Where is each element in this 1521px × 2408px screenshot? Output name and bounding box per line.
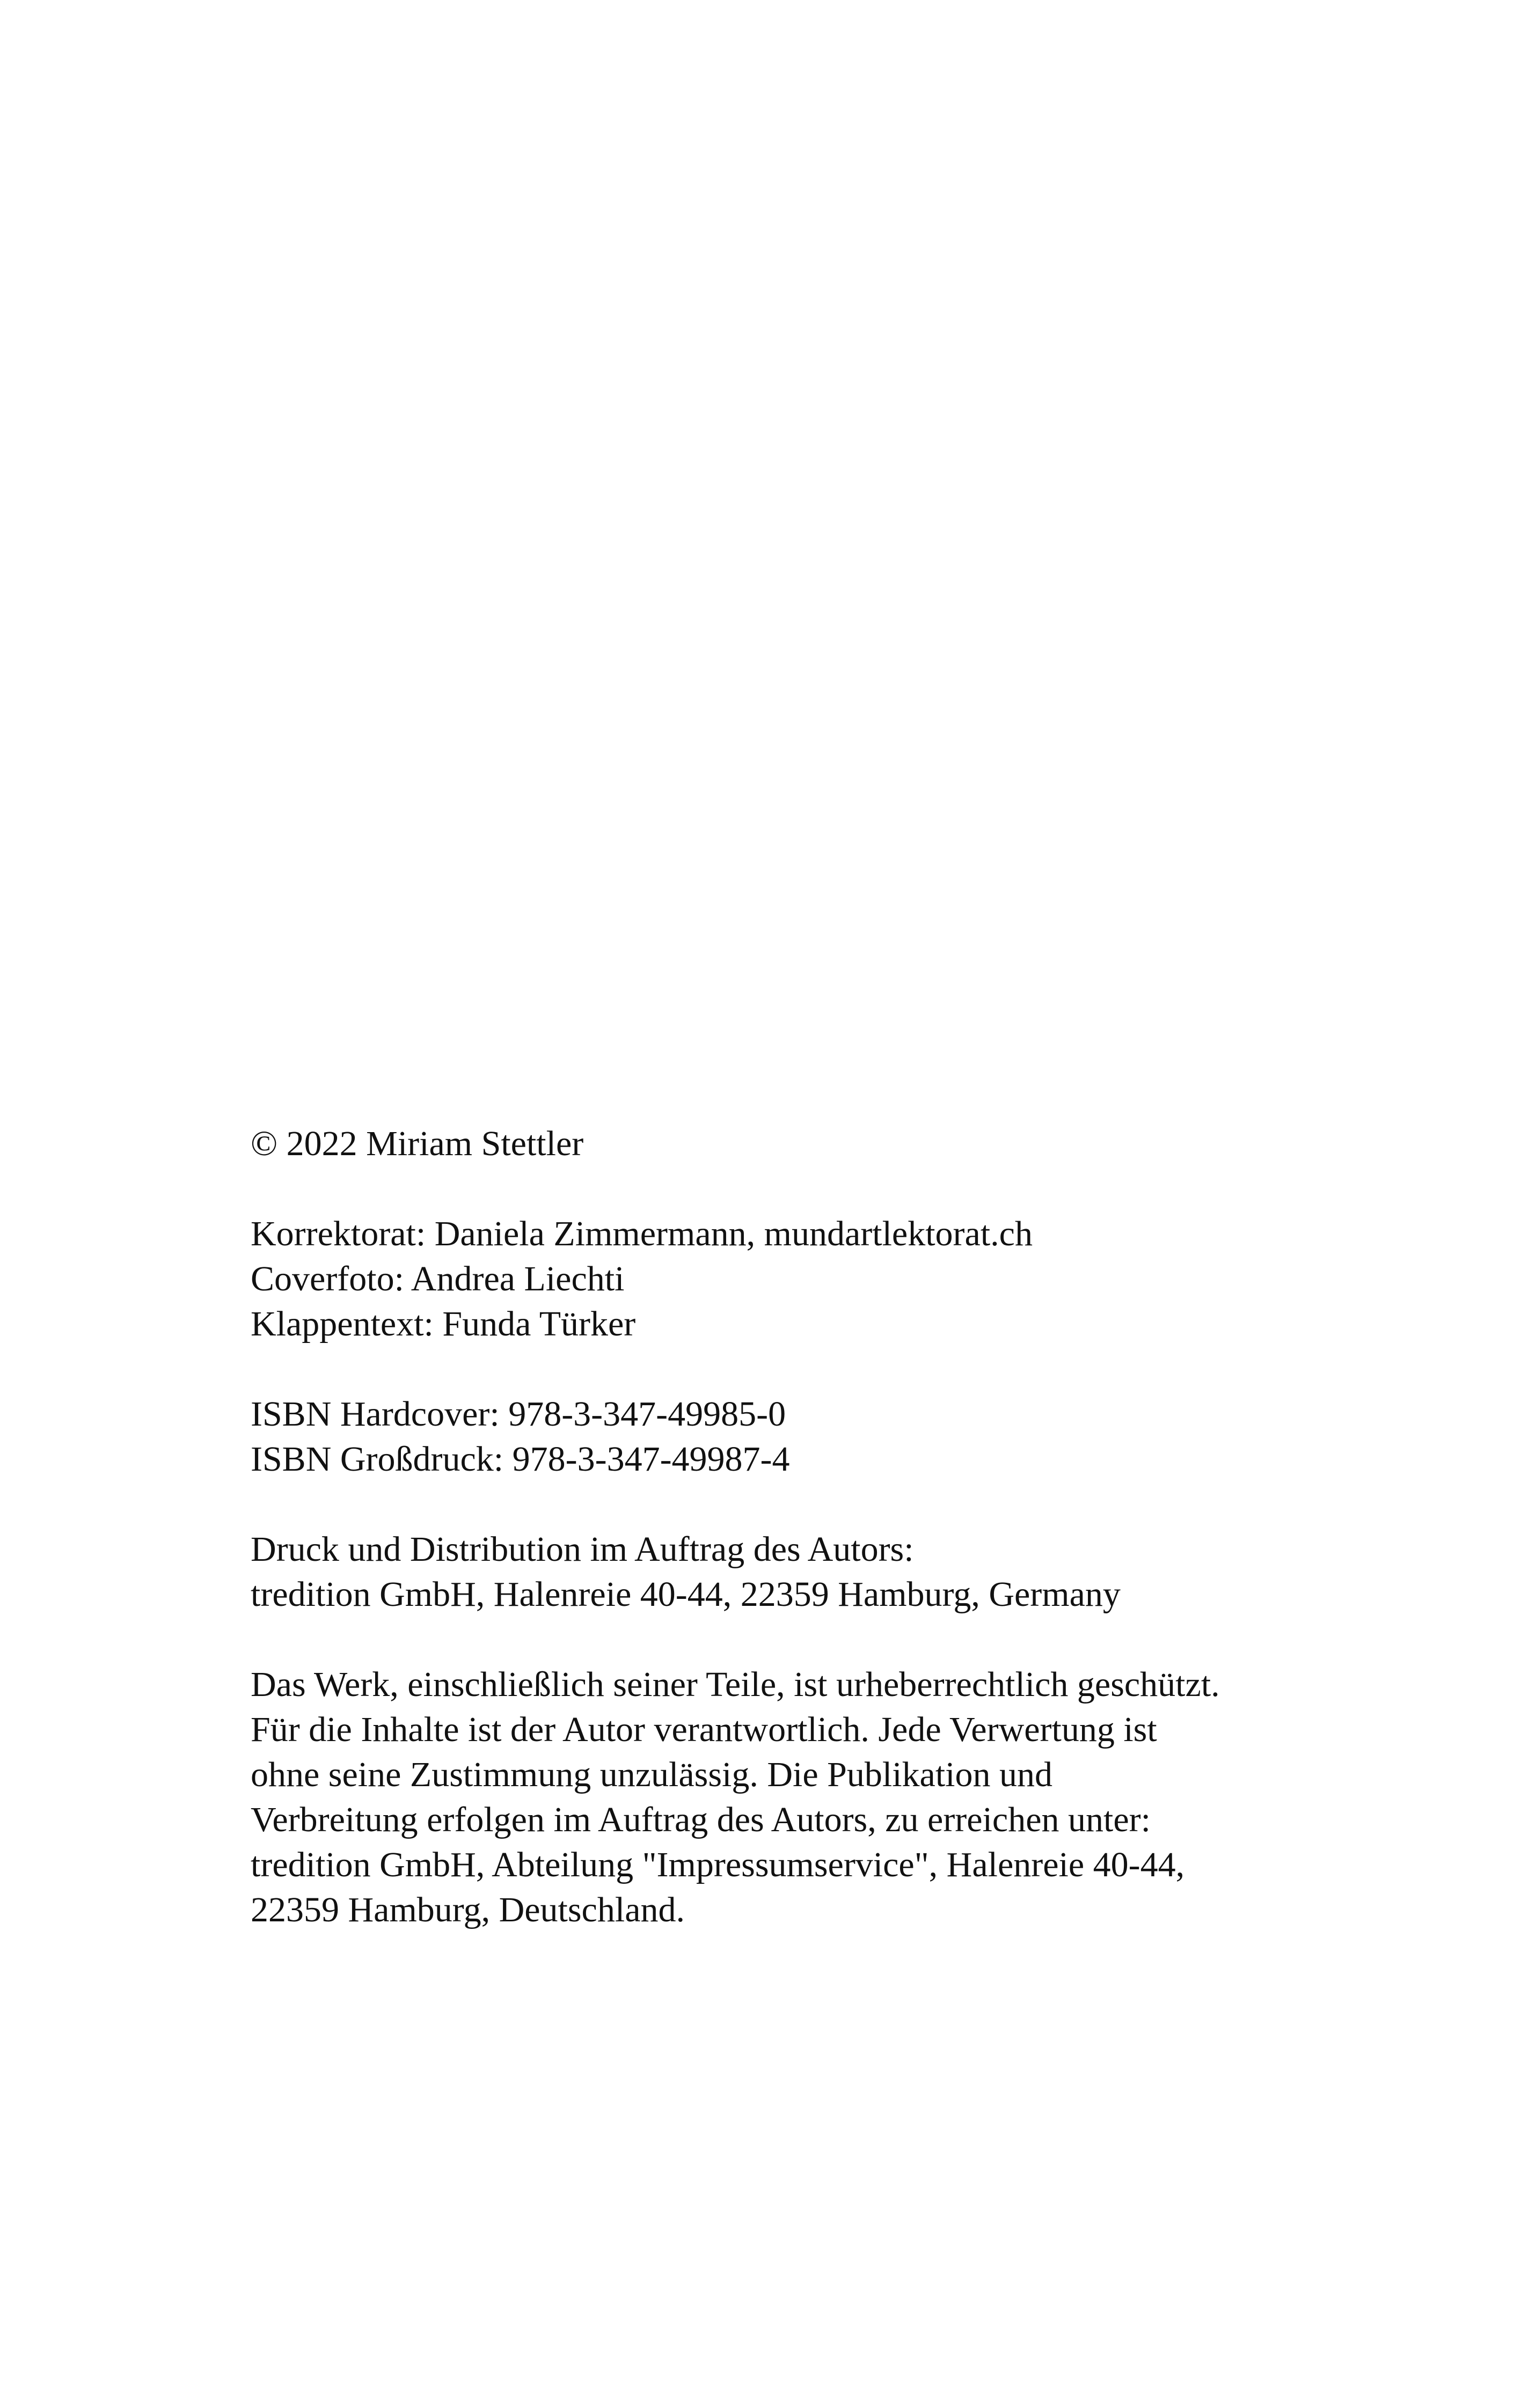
distribution-block: [251, 1527, 1324, 1617]
legal-line-2: Für die Inhalte ist der Autor verantwortlich. Jede Verwertung ist: [251, 1710, 1157, 1749]
isbn-large-print: ISBN Großdruck: 978-3-347-49987-4: [251, 1440, 790, 1479]
credit-blurb: Klappentext: Funda Türker: [251, 1304, 636, 1344]
credits-block: [251, 1212, 1324, 1347]
legal-line-4: Verbreitung erfolgen im Auftrag des Autors, zu erreichen unter:: [251, 1800, 1151, 1839]
imprint-text: [251, 1121, 1324, 1933]
isbn-block: [251, 1392, 1324, 1482]
spacer: [251, 1347, 1324, 1392]
spacer: [251, 1617, 1324, 1662]
isbn-hardcover: ISBN Hardcover: 978-3-347-49985-0: [251, 1394, 786, 1434]
legal-line-6: 22359 Hamburg, Deutschland.: [251, 1890, 685, 1929]
copyright-block: [251, 1121, 1324, 1166]
distribution-line-1: Druck und Distribution im Auftrag des Autors:: [251, 1530, 914, 1569]
distribution-line-2: tredition GmbH, Halenreie 40-44, 22359 Hamburg, Germany: [251, 1575, 1121, 1614]
legal-line-1: Das Werk, einschließlich seiner Teile, ist urheberrechtlich geschützt.: [251, 1665, 1220, 1704]
legal-line-3: ohne seine Zustimmung unzulässig. Die Publikation und: [251, 1755, 1053, 1794]
copyright-line: © 2022 Miriam Stettler: [251, 1124, 584, 1163]
spacer: [251, 1166, 1324, 1212]
spacer: [251, 1482, 1324, 1527]
credit-cover-photo: Coverfoto: Andrea Liechti: [251, 1259, 625, 1298]
legal-line-5: tredition GmbH, Abteilung "Impressumservice", Halenreie 40-44,: [251, 1845, 1185, 1884]
credit-proofreading: Korrektorat: Daniela Zimmermann, mundartlektorat.ch: [251, 1214, 1033, 1253]
legal-block: [251, 1662, 1324, 1933]
